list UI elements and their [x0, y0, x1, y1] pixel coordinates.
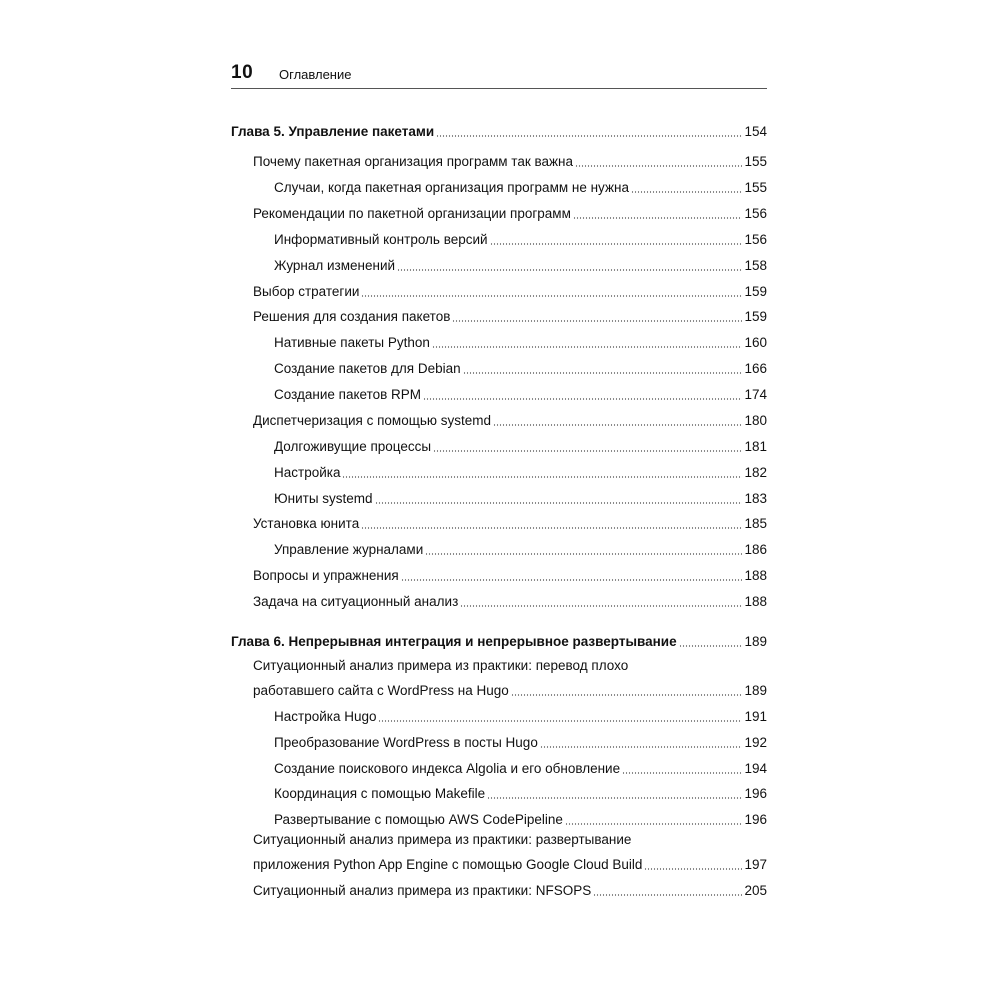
toc-page-number: 182 — [744, 465, 767, 480]
dot-leader — [342, 476, 742, 478]
toc-entry-title: Диспетчеризация с помощью systemd — [253, 413, 491, 428]
toc-subentry[interactable] — [274, 357, 767, 377]
toc-subentry[interactable] — [274, 705, 767, 725]
toc-page-number: 174 — [744, 387, 767, 402]
toc-entry-title: Рекомендации по пакетной организации программ — [253, 206, 571, 221]
toc-entry-title: Почему пакетная организация программ так важна — [253, 154, 574, 169]
toc-subentry[interactable] — [274, 487, 767, 507]
toc-subentry[interactable] — [274, 383, 767, 403]
dot-leader — [631, 191, 743, 193]
toc-entry-title: Ситуационный анализ примера из практики: NFSOPS — [253, 883, 592, 898]
dot-leader — [433, 450, 742, 452]
toc-entry-title: Создание пакетов RPM — [274, 387, 422, 402]
toc-entry[interactable] — [253, 409, 767, 429]
toc-page-number: 189 — [744, 634, 767, 649]
toc-subentry[interactable] — [274, 808, 767, 828]
toc-subentry[interactable] — [274, 254, 767, 274]
toc-entry[interactable] — [253, 280, 767, 300]
dot-leader — [423, 398, 742, 400]
toc-chapter-title: Глава 5. Управление пакетами — [231, 124, 435, 139]
dot-leader — [378, 720, 742, 722]
toc-entry-title: Долгоживущие процессы — [274, 439, 432, 454]
toc-entry[interactable] — [253, 305, 767, 325]
toc-page-number: 159 — [744, 284, 767, 299]
toc-entry-title: Информативный контроль версий — [274, 232, 488, 247]
toc-page-number: 194 — [744, 761, 767, 776]
toc-entry-title: Настройка — [274, 465, 341, 480]
dot-leader — [490, 243, 743, 245]
dot-leader — [565, 823, 743, 825]
toc-entry-title: Журнал изменений — [274, 258, 396, 273]
toc-entry-title: Решения для создания пакетов — [253, 309, 451, 324]
toc-entry-title: работавшего сайта с WordPress на Hugo — [253, 683, 509, 698]
dot-leader — [432, 346, 743, 348]
dot-leader — [493, 424, 742, 426]
toc-page-number: 183 — [744, 491, 767, 506]
dot-leader — [575, 165, 742, 167]
toc-page-number: 185 — [744, 516, 767, 531]
dot-leader — [487, 797, 742, 799]
toc-chapter-6[interactable] — [231, 630, 767, 650]
toc-page-number: 205 — [744, 883, 767, 898]
toc-page-number: 188 — [744, 568, 767, 583]
toc-page-number: 158 — [744, 258, 767, 273]
toc-page-number: 188 — [744, 594, 767, 609]
dot-leader — [573, 217, 743, 219]
dot-leader — [401, 579, 743, 581]
toc-entry[interactable] — [253, 512, 767, 532]
toc-page-number: 196 — [744, 812, 767, 827]
toc-page-number: 196 — [744, 786, 767, 801]
toc-entry[interactable] — [253, 679, 767, 699]
toc-entry-title: Случаи, когда пакетная организация программ не нужна — [274, 180, 629, 195]
toc-entry-title: Управление журналами — [274, 542, 424, 557]
dot-leader — [460, 605, 742, 607]
toc-entry[interactable] — [253, 202, 767, 222]
toc-subentry[interactable] — [274, 176, 767, 196]
toc-entry-title: Преобразование WordPress в посты Hugo — [274, 735, 538, 750]
toc-entry-title: Установка юнита — [253, 516, 360, 531]
dot-leader — [361, 295, 742, 297]
toc-entry-title: Создание поискового индекса Algolia и его обновление — [274, 761, 621, 776]
dot-leader — [375, 502, 743, 504]
toc-subentry[interactable] — [274, 731, 767, 751]
toc-subentry[interactable] — [274, 782, 767, 802]
toc-page-number: 191 — [744, 709, 767, 724]
toc-chapter-title: Глава 6. Непрерывная интеграция и непрерывное развертывание — [231, 634, 677, 649]
toc-page-number: 155 — [744, 180, 767, 195]
toc-page-number: 186 — [744, 542, 767, 557]
toc-page-number: 160 — [744, 335, 767, 350]
toc-page-number: 181 — [744, 439, 767, 454]
toc-subentry[interactable] — [274, 228, 767, 248]
toc-page-number: 156 — [744, 206, 767, 221]
toc-entry-title: Задача на ситуационный анализ — [253, 594, 459, 609]
toc-entry-title: Нативные пакеты Python — [274, 335, 430, 350]
toc-entry[interactable] — [253, 150, 767, 170]
toc-entry-line1: Ситуационный анализ примера из практики: перевод плохо — [253, 658, 629, 673]
toc-page-number: 156 — [744, 232, 767, 247]
toc-entry[interactable] — [253, 879, 767, 899]
toc-entry[interactable] — [253, 564, 767, 584]
toc-entry-title: Выбор стратегии — [253, 284, 360, 299]
dot-leader — [540, 746, 743, 748]
toc-subentry[interactable] — [274, 538, 767, 558]
toc-page-number: 189 — [744, 683, 767, 698]
toc-entry-title: Развертывание с помощью AWS CodePipeline — [274, 812, 563, 827]
toc-page-number: 155 — [744, 154, 767, 169]
dot-leader — [679, 645, 743, 647]
running-title: Оглавление — [279, 67, 352, 82]
toc-entry[interactable] — [253, 853, 767, 873]
toc-entry-title: Вопросы и упражнения — [253, 568, 399, 583]
toc-page-number: 154 — [744, 124, 767, 139]
toc-page-number: 180 — [744, 413, 767, 428]
dot-leader — [622, 772, 742, 774]
toc-subentry[interactable] — [274, 331, 767, 351]
toc-entry-title: приложения Python App Engine с помощью Google Cloud Build — [253, 857, 643, 872]
dot-leader — [511, 694, 743, 696]
toc-chapter-5[interactable] — [231, 120, 767, 140]
dot-leader — [425, 553, 742, 555]
toc-subentry[interactable] — [274, 757, 767, 777]
dot-leader — [436, 135, 742, 137]
toc-entry-line1: Ситуационный анализ примера из практики: развертывание — [253, 832, 632, 847]
toc-page-number: 166 — [744, 361, 767, 376]
toc-page-number: 159 — [744, 309, 767, 324]
toc-entry[interactable] — [253, 590, 767, 610]
dot-leader — [452, 320, 742, 322]
toc-entry-title: Создание пакетов для Debian — [274, 361, 461, 376]
dot-leader — [593, 894, 742, 896]
page-number: 10 — [231, 62, 254, 83]
toc-entry-title: Настройка Hugo — [274, 709, 377, 724]
dot-leader — [397, 269, 742, 271]
toc-entry-title: Юниты systemd — [274, 491, 373, 506]
toc-subentry[interactable] — [274, 435, 767, 455]
dot-leader — [644, 868, 742, 870]
toc-entry-title: Координация с помощью Makefile — [274, 786, 486, 801]
dot-leader — [463, 372, 743, 374]
toc-page-number: 197 — [744, 857, 767, 872]
dot-leader — [361, 527, 742, 529]
toc-subentry[interactable] — [274, 461, 767, 481]
toc-page-number: 192 — [744, 735, 767, 750]
